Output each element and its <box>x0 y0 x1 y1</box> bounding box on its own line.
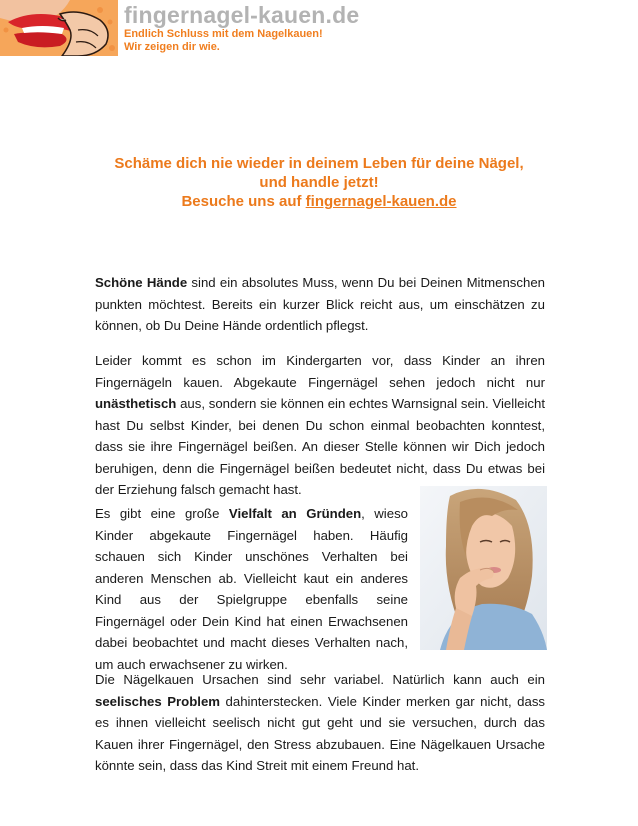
cta-line-1: Schäme dich nie wieder in deinem Leben für deine Nägel, <box>114 155 524 172</box>
cta-line-2: und handle jetzt! <box>259 174 379 191</box>
biting-mouth-logo-icon[interactable] <box>0 0 118 56</box>
woman-biting-nails-photo <box>420 486 547 650</box>
paragraph-text: dahinterstecken. Viele Kinder merken gar nicht, dass es ihnen vielleicht seelisch nicht gut geht und sie versuchen, durch das Kauen ihrer Fingernägel, den Stress abzubauen. Eine Nägelkauen Ursache könnte sein, dass das Kind Streit mit einem Freund hat. <box>95 693 546 773</box>
paragraph-text: aus, sondern sie können ein echtes Warnsignal sein. Vielleicht hast Du selbst Kinder, bei denen Du schon einmal beobachten konntest, dass sie ihre Fingernägel beißen. An dieser Stelle können wir Dich jedoch beruhigen, denn die Fingernägel beißen bedeutet nicht, dass Du etwas bei der Erziehung falsch gemacht hast. <box>95 396 545 497</box>
paragraph-text: Es gibt eine große <box>95 506 229 521</box>
bold-phrase: Vielfalt an Gründen <box>228 506 362 521</box>
cta-prefix: Besuche uns auf <box>181 193 306 210</box>
paragraph-3 <box>95 503 408 675</box>
paragraph-1 <box>95 272 545 337</box>
brand-name[interactable]: fingernagel-kauen.de <box>124 2 360 28</box>
paragraph-text: Leider kommt es schon im Kindergarten vor, dass Kinder an ihren Fingernägeln kauen. Abgekaute Fingernägel sehen jedoch nicht nur <box>95 353 545 390</box>
website-link[interactable]: fingernagel-kauen.de <box>305 193 457 210</box>
tagline-line-2: Wir zeigen dir wie. <box>124 41 220 53</box>
cta-line-3 <box>80 192 558 211</box>
paragraph-text: Die Nägelkauen Ursachen sind sehr variabel. Natürlich kann auch ein <box>95 672 545 687</box>
paragraph-text: sind ein absolutes Muss, wenn Du bei Deinen Mitmenschen punkten möchtest. Bereits ein kurzer Blick reicht aus, um einschätzen zu können, ob Du Deine Hände ordentlich pflegst. <box>95 275 545 333</box>
header <box>0 0 638 60</box>
paragraph-text: , wieso Kinder abgekaute Fingernägel haben. Häufig schauen sich Kinder unschönes Verhalten bei anderen Menschen ab. Vielleicht kaut ein anderes Kind aus der Spielgruppe ebenfalls seine Fingernägel oder Dein Kind hat einen Erwachsenen dabei beobachtet und macht dieses Verhalten nach, um auch erwachsener zu wirken. <box>95 506 408 672</box>
paragraph-2 <box>95 350 545 501</box>
paragraph-4 <box>95 669 545 777</box>
tagline-line-1: Endlich Schluss mit dem Nagelkauen! <box>124 28 323 40</box>
bold-phrase: seelisches Problem <box>95 693 221 709</box>
bold-phrase: unästhetisch <box>95 396 177 411</box>
call-to-action <box>80 154 558 211</box>
bold-phrase: Schöne Hände <box>95 275 188 290</box>
brand-tagline <box>124 28 323 54</box>
